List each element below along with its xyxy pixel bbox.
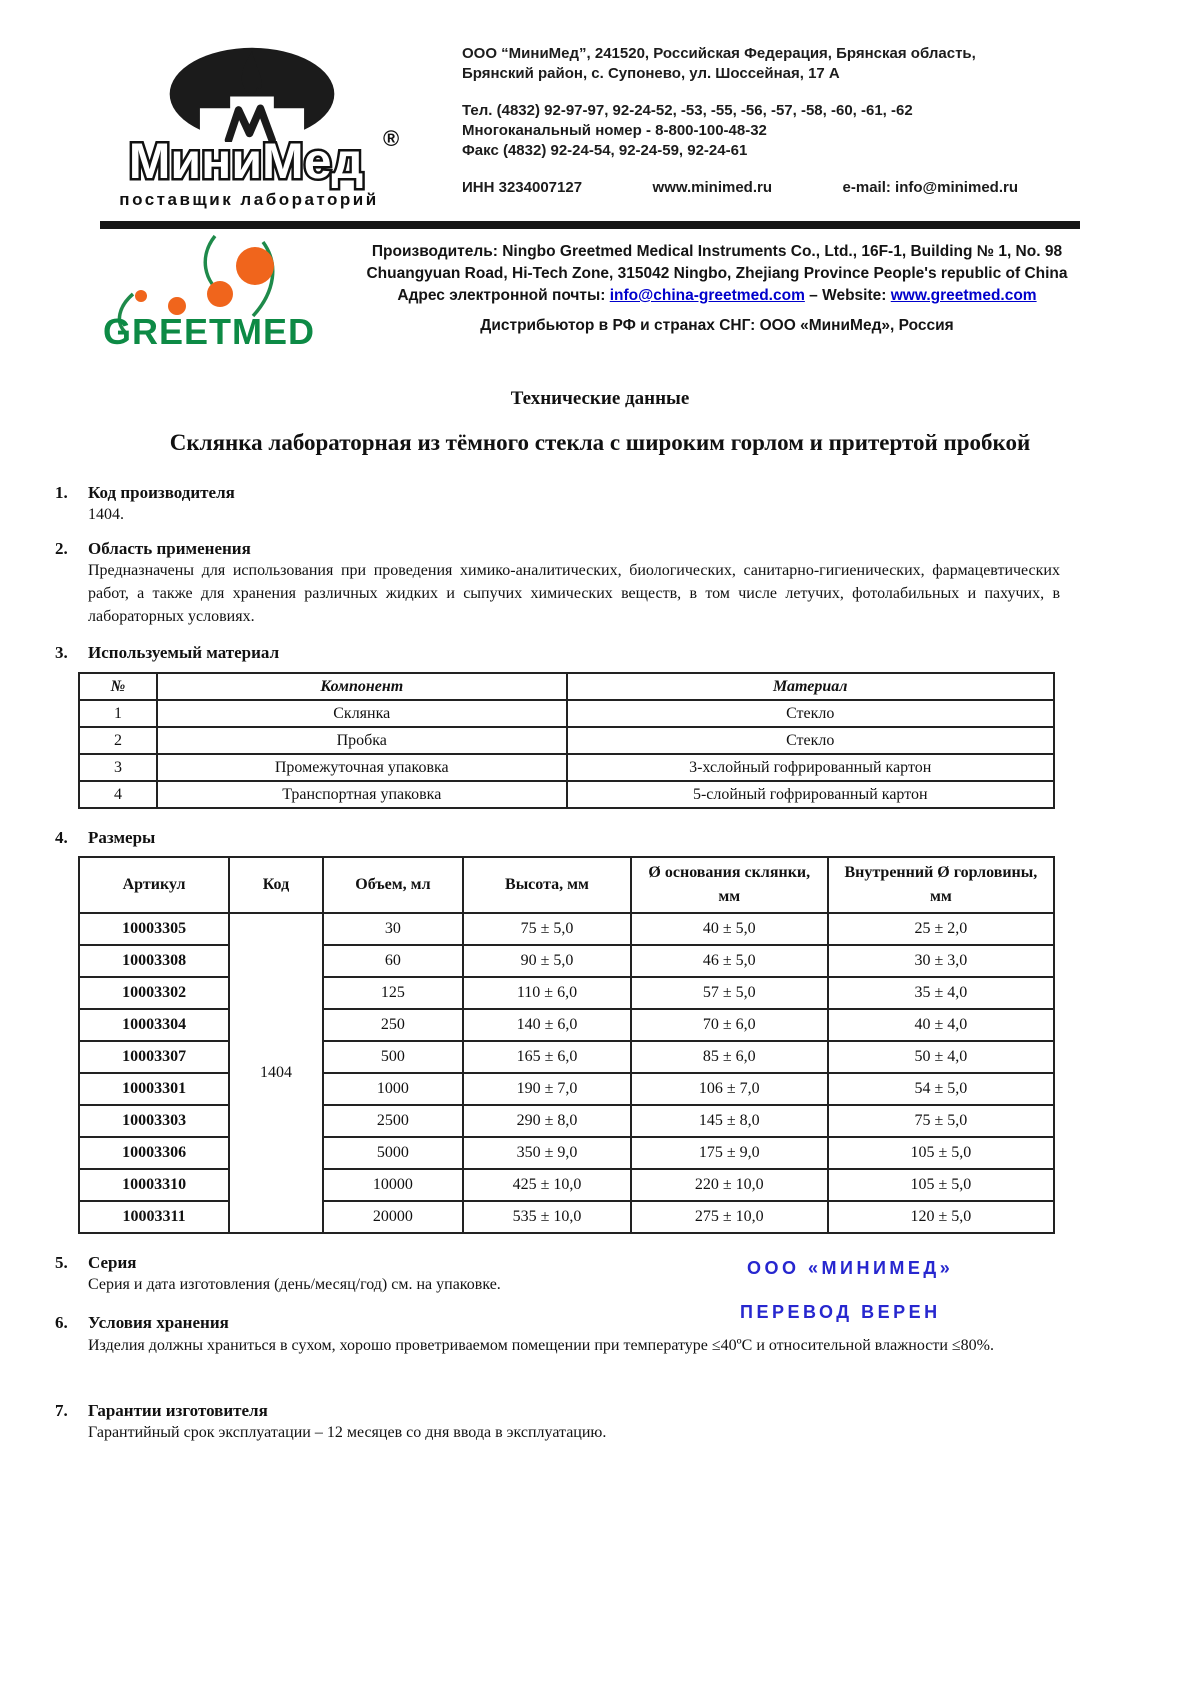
section-heading: Код производителя — [88, 483, 235, 502]
cell-base: 220 ± 10,0 — [631, 1169, 828, 1201]
greetmed-wordmark-text: GREETMED — [103, 311, 316, 350]
producer-website-label: – Website: — [809, 287, 887, 304]
table-row — [79, 754, 1054, 781]
materials-header-component: Компонент — [157, 673, 567, 700]
cell-no: 3 — [79, 754, 157, 781]
registered-trademark-icon: ® — [383, 126, 400, 151]
table-row — [79, 945, 1054, 977]
address-line-1: ООО “МиниМед”, 241520, Российская Федерация, Брянская область, — [462, 45, 976, 62]
stamp-company-name: ООО «МИНИМЕД» — [747, 1258, 954, 1278]
section-body: Предназначены для использования при проведения химико-аналитических, биологических, санитарно-гигиенических, фармацевтических работ, а также для хранения различных жидких и сыпучих химических веществ, в том числе летучих, фотолабильных и пахучих, в лабораторных условиях. — [88, 562, 1060, 625]
cell-base: 40 ± 5,0 — [631, 913, 828, 945]
cell-article: 10003306 — [79, 1137, 229, 1169]
cell-article: 10003308 — [79, 945, 229, 977]
cell-base: 85 ± 6,0 — [631, 1041, 828, 1073]
section-heading: Серия — [88, 1253, 137, 1272]
section-manufacturer-warranty — [55, 1401, 1060, 1444]
address-line-2: Брянский район, с. Супонево, ул. Шоссейная, 17 А — [462, 65, 840, 82]
cell-height: 165 ± 6,0 — [463, 1041, 631, 1073]
producer-email-label: Адрес электронной почты: — [397, 287, 606, 304]
greetmed-website-link[interactable]: www.greetmed.com — [890, 287, 1037, 304]
section-body: Гарантийный срок эксплуатации – 12 месяцев со дня ввода в эксплуатацию. — [88, 1424, 607, 1441]
section-dimensions — [55, 828, 1060, 848]
cell-material: Стекло — [567, 700, 1055, 727]
cell-article: 10003305 — [79, 913, 229, 945]
cell-material: 3-хслойный гофрированный картон — [567, 754, 1055, 781]
cell-neck: 30 ± 3,0 — [828, 945, 1054, 977]
greetmed-email-link[interactable]: info@china-greetmed.com — [609, 287, 805, 304]
section-manufacturer-code — [55, 483, 1060, 526]
dims-header-neck-diameter: Внутренний Ø горловины, мм — [828, 857, 1054, 913]
materials-header-no: № — [79, 673, 157, 700]
table-row — [79, 1169, 1054, 1201]
section-number: 7. — [55, 1401, 68, 1420]
fax-line: Факс (4832) 92-24-54, 92-24-59, 92-24-61 — [462, 142, 748, 159]
cell-no: 1 — [79, 700, 157, 727]
cell-volume: 30 — [323, 913, 463, 945]
producer-contacts-line — [348, 285, 1086, 307]
table-row — [79, 781, 1054, 808]
dimensions-table — [78, 856, 1055, 1234]
cell-base: 70 ± 6,0 — [631, 1009, 828, 1041]
table-row — [79, 1105, 1054, 1137]
cell-volume: 60 — [323, 945, 463, 977]
cell-component: Транспортная упаковка — [157, 781, 567, 808]
cell-article: 10003311 — [79, 1201, 229, 1233]
section-heading: Область применения — [88, 539, 251, 558]
greetmed-logo-icon — [103, 232, 337, 350]
producer-line-2: Chuangyuan Road, Hi-Tech Zone, 315042 Ningbo, Zhejiang Province People's republic of China — [366, 265, 1068, 282]
cell-neck: 54 ± 5,0 — [828, 1073, 1054, 1105]
cell-neck: 50 ± 4,0 — [828, 1041, 1054, 1073]
table-row — [79, 977, 1054, 1009]
cell-neck: 25 ± 2,0 — [828, 913, 1054, 945]
cell-volume: 250 — [323, 1009, 463, 1041]
dims-header-code: Код — [229, 857, 323, 913]
section-heading: Условия хранения — [88, 1313, 229, 1332]
cell-base: 46 ± 5,0 — [631, 945, 828, 977]
cell-article: 10003303 — [79, 1105, 229, 1137]
cell-component: Промежуточная упаковка — [157, 754, 567, 781]
cell-height: 110 ± 6,0 — [463, 977, 631, 1009]
minimed-tagline: поставщик лабораторий — [119, 190, 379, 209]
phone-line: Тел. (4832) 92-97-97, 92-24-52, -53, -55, -56, -57, -58, -60, -61, -62 — [462, 102, 913, 119]
minimed-contact-block — [462, 44, 1018, 198]
cell-volume: 500 — [323, 1041, 463, 1073]
inn-value: ИНН 3234007127 — [462, 179, 583, 196]
section-heading: Размеры — [88, 828, 156, 847]
cell-volume: 10000 — [323, 1169, 463, 1201]
cell-neck: 120 ± 5,0 — [828, 1201, 1054, 1233]
section-material — [55, 643, 1060, 663]
minimed-email-link[interactable]: e-mail: info@minimed.ru — [842, 179, 1018, 196]
cell-article: 10003307 — [79, 1041, 229, 1073]
minimed-website-link[interactable]: www.minimed.ru — [652, 179, 773, 196]
cell-material: 5-слойный гофрированный картон — [567, 781, 1055, 808]
section-heading: Используемый материал — [88, 643, 280, 662]
section-number: 2. — [55, 539, 68, 558]
document-title: Технические данные — [510, 388, 690, 409]
cell-article: 10003304 — [79, 1009, 229, 1041]
minimed-wordmark-text: МиниМед — [128, 133, 364, 189]
cell-height: 290 ± 8,0 — [463, 1105, 631, 1137]
section-body: Серия и дата изготовления (день/месяц/год) см. на упаковке. — [88, 1276, 501, 1293]
dimensions-header-row — [79, 857, 1054, 913]
cell-volume: 20000 — [323, 1201, 463, 1233]
cell-neck: 105 ± 5,0 — [828, 1137, 1054, 1169]
cell-height: 75 ± 5,0 — [463, 913, 631, 945]
document-subtitle: Склянка лабораторная из тёмного стекла с широким горлом и притертой пробкой — [169, 430, 1031, 455]
section-number: 5. — [55, 1253, 68, 1272]
materials-table — [78, 672, 1055, 809]
stamp-translation-correct: ПЕРЕВОД ВЕРЕН — [740, 1302, 941, 1322]
cell-material: Стекло — [567, 727, 1055, 754]
cell-height: 90 ± 5,0 — [463, 945, 631, 977]
section-body: 1404. — [88, 506, 124, 523]
table-row — [79, 1137, 1054, 1169]
distributor-line: Дистрибьютор в РФ и странах СНГ: ООО «МиниМед», Россия — [480, 317, 954, 334]
section-body: Изделия должны храниться в сухом, хорошо проветриваемом помещении при температуре ≤40ºС и относительной влажности ≤80%. — [88, 1337, 994, 1354]
table-row — [79, 1073, 1054, 1105]
multichannel-line: Многоканальный номер - 8-800-100-48-32 — [462, 122, 767, 139]
dims-header-article: Артикул — [79, 857, 229, 913]
table-row — [79, 1009, 1054, 1041]
section-heading: Гарантии изготовителя — [88, 1401, 268, 1420]
cell-article: 10003302 — [79, 977, 229, 1009]
cell-volume: 2500 — [323, 1105, 463, 1137]
cell-neck: 35 ± 4,0 — [828, 977, 1054, 1009]
materials-header-row — [79, 673, 1054, 700]
cell-base: 175 ± 9,0 — [631, 1137, 828, 1169]
section-number: 6. — [55, 1313, 68, 1332]
cell-code-merged: 1404 — [229, 913, 323, 1233]
cell-base: 145 ± 8,0 — [631, 1105, 828, 1137]
table-row — [79, 700, 1054, 727]
section-number: 1. — [55, 483, 68, 502]
cell-height: 190 ± 7,0 — [463, 1073, 631, 1105]
cell-volume: 1000 — [323, 1073, 463, 1105]
producer-line-1: Производитель: Ningbo Greetmed Medical Instruments Co., Ltd., 16F-1, Building № 1, No. 98 — [371, 243, 1063, 260]
table-row — [79, 1041, 1054, 1073]
cell-component: Пробка — [157, 727, 567, 754]
table-row — [79, 913, 1054, 945]
producer-block — [348, 241, 1086, 337]
cell-neck: 75 ± 5,0 — [828, 1105, 1054, 1137]
cell-neck: 40 ± 4,0 — [828, 1009, 1054, 1041]
cell-height: 535 ± 10,0 — [463, 1201, 631, 1233]
dims-header-height: Высота, мм — [463, 857, 631, 913]
section-storage-conditions — [55, 1313, 1060, 1359]
cell-no: 2 — [79, 727, 157, 754]
cell-component: Склянка — [157, 700, 567, 727]
cell-no: 4 — [79, 781, 157, 808]
table-row — [79, 1201, 1054, 1233]
cell-height: 350 ± 9,0 — [463, 1137, 631, 1169]
table-row — [79, 727, 1054, 754]
section-number: 3. — [55, 643, 68, 662]
dims-header-base-diameter: Ø основания склянки, мм — [631, 857, 828, 913]
cell-volume: 125 — [323, 977, 463, 1009]
cell-article: 10003301 — [79, 1073, 229, 1105]
minimed-wordmark — [96, 128, 396, 194]
cell-base: 106 ± 7,0 — [631, 1073, 828, 1105]
cell-article: 10003310 — [79, 1169, 229, 1201]
section-application-area — [55, 539, 1060, 628]
materials-header-material: Материал — [567, 673, 1055, 700]
cell-neck: 105 ± 5,0 — [828, 1169, 1054, 1201]
cell-volume: 5000 — [323, 1137, 463, 1169]
dims-header-volume: Объем, мл — [323, 857, 463, 913]
section-number: 4. — [55, 828, 68, 847]
cell-height: 425 ± 10,0 — [463, 1169, 631, 1201]
cell-base: 57 ± 5,0 — [631, 977, 828, 1009]
cell-base: 275 ± 10,0 — [631, 1201, 828, 1233]
header-divider-bar — [100, 221, 1080, 229]
cell-height: 140 ± 6,0 — [463, 1009, 631, 1041]
